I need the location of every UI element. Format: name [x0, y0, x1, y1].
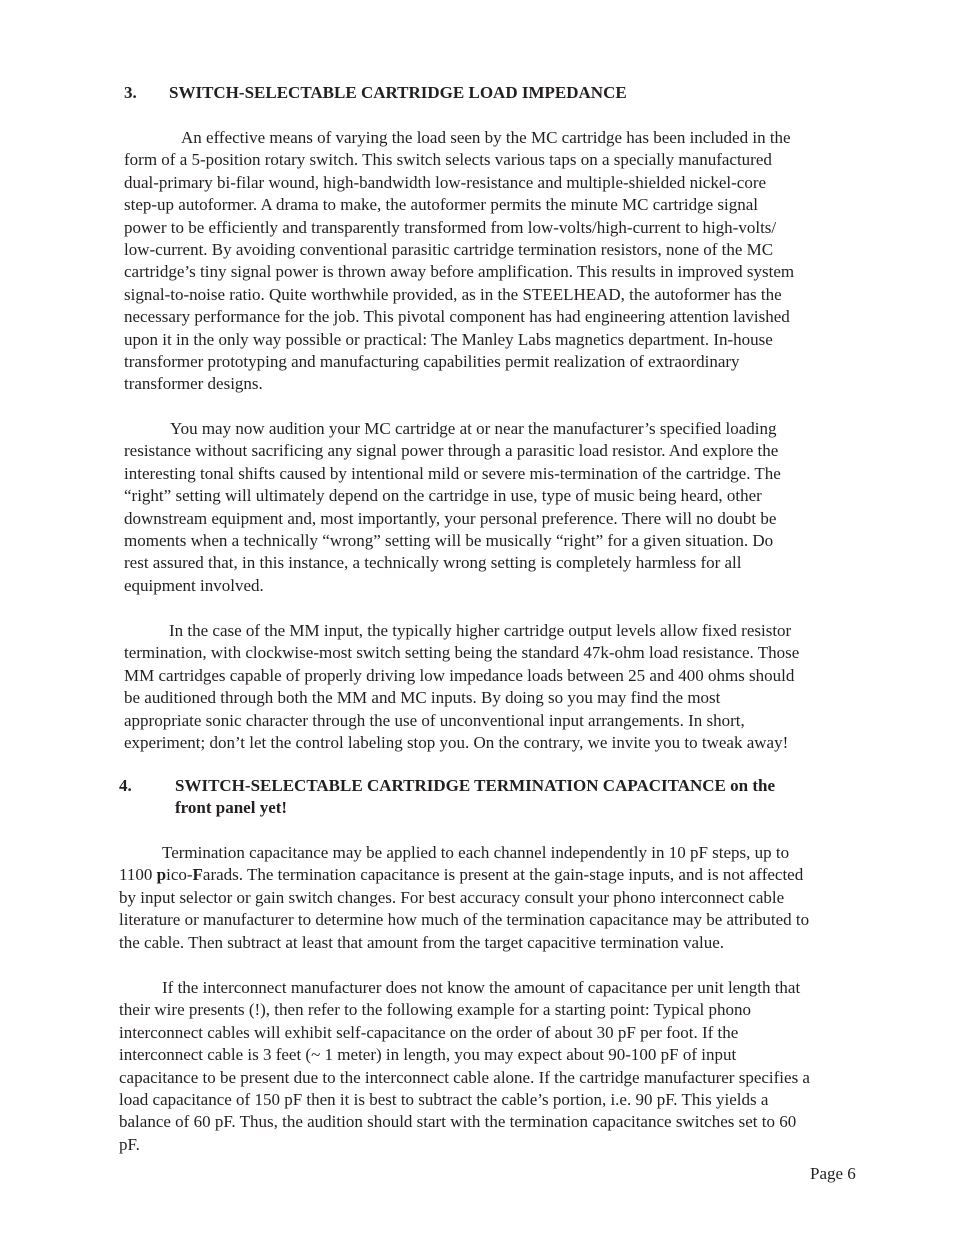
- text-line: form of a 5-position rotary switch. This switch selects various taps on a specially manufactured: [124, 150, 772, 170]
- section-4-title-line-2: front panel yet!: [175, 798, 288, 817]
- text-line: power to be efficiently and transparently transformed from low-volts/high-current to high-volts/: [124, 217, 777, 237]
- text-line: load capacitance of 150 pF then it is best to subtract the cable’s portion, i.e. 90 pF. This yields a: [119, 1090, 769, 1110]
- text-line: termination, with clockwise-most switch setting being the standard 47k-ohm load resistance. Those: [124, 643, 800, 663]
- text-line: transformer prototyping and manufacturing capabilities permit realization of extraordinary: [124, 352, 740, 372]
- text-line: their wire presents (!), then refer to the following example for a starting point: Typical phono: [119, 1000, 752, 1020]
- text-line: pF.: [119, 1134, 140, 1154]
- text-line: interconnect cables will exhibit self-capacitance on the order of about 30 pF per foot. If the: [119, 1022, 739, 1042]
- text-run: ico-: [166, 865, 193, 885]
- text-line: balance of 60 pF. Thus, the audition should start with the termination capacitance switches set to 60: [119, 1112, 797, 1132]
- text-line: the cable. Then subtract at least that amount from the target capacitive termination value.: [119, 932, 725, 952]
- text-line: MM cartridges capable of properly driving low impedance loads between 25 and 400 ohms should: [124, 665, 795, 685]
- text-run: 1100: [119, 865, 157, 885]
- text-line: An effective means of varying the load seen by the MC cartridge has been included in the: [181, 128, 791, 147]
- section-3-paragraph-2: [124, 418, 781, 597]
- text-line: low-current. By avoiding conventional parasitic cartridge termination resistors, none of the MC: [124, 240, 774, 260]
- section-4-paragraph-2: [119, 977, 810, 1156]
- text-line: In the case of the MM input, the typically higher cartridge output levels allow fixed resistor: [169, 621, 792, 640]
- section-3-number: 3.: [124, 83, 137, 102]
- text-line: transformer designs.: [124, 374, 263, 394]
- text-line: appropriate sonic character through the use of unconventional input arrangements. In short,: [124, 710, 745, 730]
- page-number: Page 6: [810, 1164, 856, 1183]
- text-line: step-up autoformer. A drama to make, the autoformer permits the minute MC cartridge signal: [124, 195, 759, 215]
- text-line: interesting tonal shifts caused by intentional mild or severe mis-termination of the cartridge. The: [124, 463, 781, 483]
- text-line: rest assured that, in this instance, a technically wrong setting is completely harmless for all: [124, 553, 742, 573]
- text-line: capacitance to be present due to the interconnect cable alone. If the cartridge manufacturer specifies a: [119, 1067, 810, 1087]
- section-3-title: SWITCH-SELECTABLE CARTRIDGE LOAD IMPEDANCE: [169, 83, 627, 102]
- section-4-paragraph-1: [119, 842, 809, 954]
- text-line: upon it in the only way possible or practical: The Manley Labs magnetics department. In-house: [124, 329, 773, 349]
- text-line: “right” setting will ultimately depend on the cartridge in use, type of music being heard, other: [124, 486, 762, 506]
- text-line: dual-primary bi-filar wound, high-bandwidth low-resistance and multiple-shielded nickel-core: [124, 172, 767, 192]
- text-line: downstream equipment and, most importantly, your personal preference. There will no doubt be: [124, 508, 777, 528]
- text-line: necessary performance for the job. This pivotal component has had engineering attention lavished: [124, 307, 790, 327]
- text-run: arads. The termination capacitance is present at the gain-stage inputs, and is not affected: [202, 865, 804, 885]
- text-line: If the interconnect manufacturer does not know the amount of capacitance per unit length that: [162, 978, 801, 997]
- text-line: interconnect cable is 3 feet (~ 1 meter) in length, you may expect about 90-100 pF of input: [119, 1045, 737, 1065]
- text-line: equipment involved.: [124, 575, 264, 595]
- text-line: Termination capacitance may be applied to each channel independently in 10 pF steps, up to: [162, 843, 790, 862]
- text-line: by input selector or gain switch changes. For best accuracy consult your phono interconnect cable: [119, 887, 785, 907]
- section-3-paragraph-1: [124, 127, 794, 396]
- section-4-heading: [119, 775, 879, 821]
- text-line: literature or manufacturer to determine how much of the termination capacitance may be attributed to: [119, 910, 810, 930]
- text-line: resistance without sacrificing any signal power through a parasitic load resistor. And explore the: [124, 441, 779, 461]
- emphasis-p: p: [156, 865, 167, 885]
- text-line: [119, 864, 809, 886]
- section-4-number: 4.: [119, 776, 132, 795]
- text-line: be auditioned through both the MM and MC inputs. By doing so you may find the most: [124, 688, 721, 708]
- section-4-title-line-1: SWITCH-SELECTABLE CARTRIDGE TERMINATION CAPACITANCE on the: [175, 776, 776, 795]
- text-line: experiment; don’t let the control labeling stop you. On the contrary, we invite you to tweak away!: [124, 733, 789, 753]
- text-line: signal-to-noise ratio. Quite worthwhile provided, as in the STEELHEAD, the autoformer has the: [124, 284, 782, 304]
- section-3-paragraph-3: [124, 620, 799, 754]
- emphasis-f: F: [192, 865, 203, 885]
- text-line: moments when a technically “wrong” setting will be musically “right” for a given situation. Do: [124, 531, 774, 551]
- text-line: cartridge’s tiny signal power is thrown away before amplification. This results in improved system: [124, 262, 795, 282]
- text-line: You may now audition your MC cartridge at or near the manufacturer’s specified loading: [170, 419, 777, 438]
